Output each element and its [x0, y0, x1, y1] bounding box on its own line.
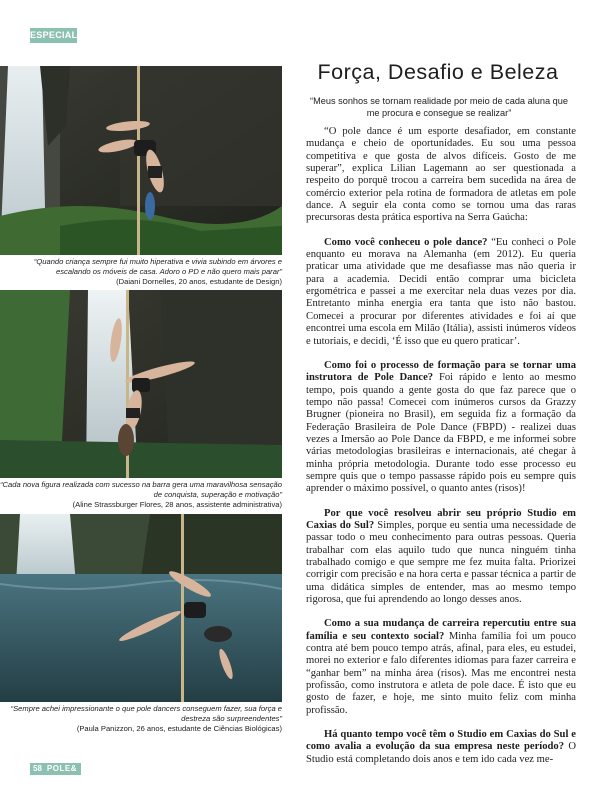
- question-5: Há quanto tempo você têm o Studio em Caxias do Sul e como avalia a evolução da sua empresa neste período?: [306, 729, 576, 753]
- photo-3-image: [0, 514, 282, 702]
- question-4: Como a sua mudança de carreira repercutiu entre sua família e seu contexto social?: [306, 618, 576, 642]
- caption-3-credit: (Paula Panizzon, 26 anos, estudante de Ciências Biológicas): [76, 724, 282, 733]
- answer-5: O Studio está completando dois anos e tem ido cada vez me-: [306, 741, 576, 765]
- photo-1-image: [0, 66, 282, 255]
- paragraph-qa-4: [306, 618, 576, 717]
- caption-1-credit: (Daiani Dornelles, 20 anos, estudante de Design): [116, 277, 282, 286]
- article-body: [306, 126, 576, 778]
- paragraph-qa-5: [306, 729, 576, 766]
- caption-1: [0, 257, 282, 287]
- article-subtitle: “Meus sonhos se tornam realidade por meio de cada aluna que me procura e consegue se realizar”: [310, 96, 568, 118]
- page-footer: [30, 763, 81, 775]
- answer-1: “Eu conheci o Pole enquanto eu morava na Alemanha (em 2012). Eu queria praticar uma atividade que me desafiasse mas não queria ir para a academia. Decidi então comprar uma bicicleta ergométrica e passei a me exercitar nela duas vezes por dia. Entretanto minha energia era tanta que isto não bastou. Comecei a procurar por diferentes atividades e foi aí que encontrei uma escola em Milão (Itália), assisti inúmeros vídeos e tutoriais, e decidi, ‘É isso que eu quero praticar’.: [306, 236, 576, 347]
- paragraph-intro: “O pole dance é um esporte desafiador, em constante mudança e cheio de oportunidades. Eu sou uma pessoa competitiva e que gosta de alvos difíceis. Gosto de me superar”, explica Lilian Lagemann ao ser questionada a respeito do porquê trocou a carreira bem sucedida na área de comércio exterior pela rotina de formadora de atletas em pole dance. A seguir ela conta como se tornou uma das raras precursoras desta prática esportiva na Serra Gaúcha:: [306, 126, 576, 224]
- caption-1-quote: “Quando criança sempre fui muito hiperativa e vivia subindo em árvores e escalando os móveis de casa. Adoro o PD e não quero mais parar”: [33, 257, 282, 276]
- paragraph-qa-3: [306, 508, 576, 607]
- magazine-brand: POLE&: [45, 763, 81, 775]
- article-title: Força, Desafio e Beleza: [317, 60, 559, 84]
- photo-waterfall-pole-1: [0, 66, 282, 255]
- caption-2-quote: “Cada nova figura realizada com sucesso na barra gera uma maravilhosa sensação de conquista, superação e motivação”: [0, 480, 282, 499]
- question-3: Por que você resolveu abrir seu próprio Studio em Caxias do Sul?: [306, 507, 576, 531]
- answer-2: Foi rápido e lento ao mesmo tempo, pois quando a gente gosta do que faz parece que o tempo não passa! Comecei com inúmeros cursos da Grazzy Brugner (pioneira no Brasil), em seguida fiz a formação da Federação Brasileira de Pole Dance (FBPD) - realizei duas vezes a Imersão ao Pole Dance da FBPD, e me informei sobre várias metodologias brasileiras e internacionais, até chegar à minha própria metodologia. Durante todo esse processo eu sempre quis que o tempo passasse rápido pois eu sempre quis aprender o máximo possível, o quanto antes (risos)!: [306, 372, 576, 495]
- caption-2-credit: (Aline Strassburger Flores, 28 anos, assistente administrativa): [72, 500, 282, 509]
- caption-3-quote: “Sempre achei impressionante o que pole dancers conseguem fazer, sua força e destreza são surpreendentes”: [10, 704, 282, 723]
- section-tag: ESPECIAL: [30, 28, 77, 43]
- caption-2: [0, 480, 282, 510]
- page-number: 58: [30, 763, 45, 775]
- photo-waterfall-pole-2: [0, 290, 282, 478]
- answer-4: Minha família foi um pouco contra até bem pouco tempo atrás, afinal, para eles, eu estudei, morei no exterior e falo diferentes idiomas para fazer carreira e “ganhar bem” na minha área (risos). Mas me encontrei nesta profissão, como instrutora e atleta de pole dace. É isto que eu gosto de fazer, e hoje, me sinto muito feliz com minha profissão.: [306, 630, 576, 716]
- caption-3: [0, 704, 282, 734]
- paragraph-qa-1: [306, 237, 576, 348]
- photo-waterfall-pole-3: [0, 514, 282, 702]
- answer-3: Simples, porque eu sentia uma necessidade de passar todo o meu conhecimento para outras pessoas. Queria trabalhar com elas aquilo tudo que nunca ninguém tinha trabalhado comigo e que sempre me fez muita falta. Priorizei corrigir com precisão e na hora certa e passar técnica a partir de uma didática simples de entender, mas ao mesmo tempo rigorosa, que fui aprendendo ao longo desses anos.: [306, 519, 576, 606]
- photo-2-image: [0, 290, 282, 478]
- paragraph-qa-2: [306, 360, 576, 496]
- question-1: Como você conheceu o pole dance?: [324, 236, 488, 248]
- question-2: Como foi o processo de formação para se tornar uma instrutora de Pole Dance?: [306, 359, 576, 384]
